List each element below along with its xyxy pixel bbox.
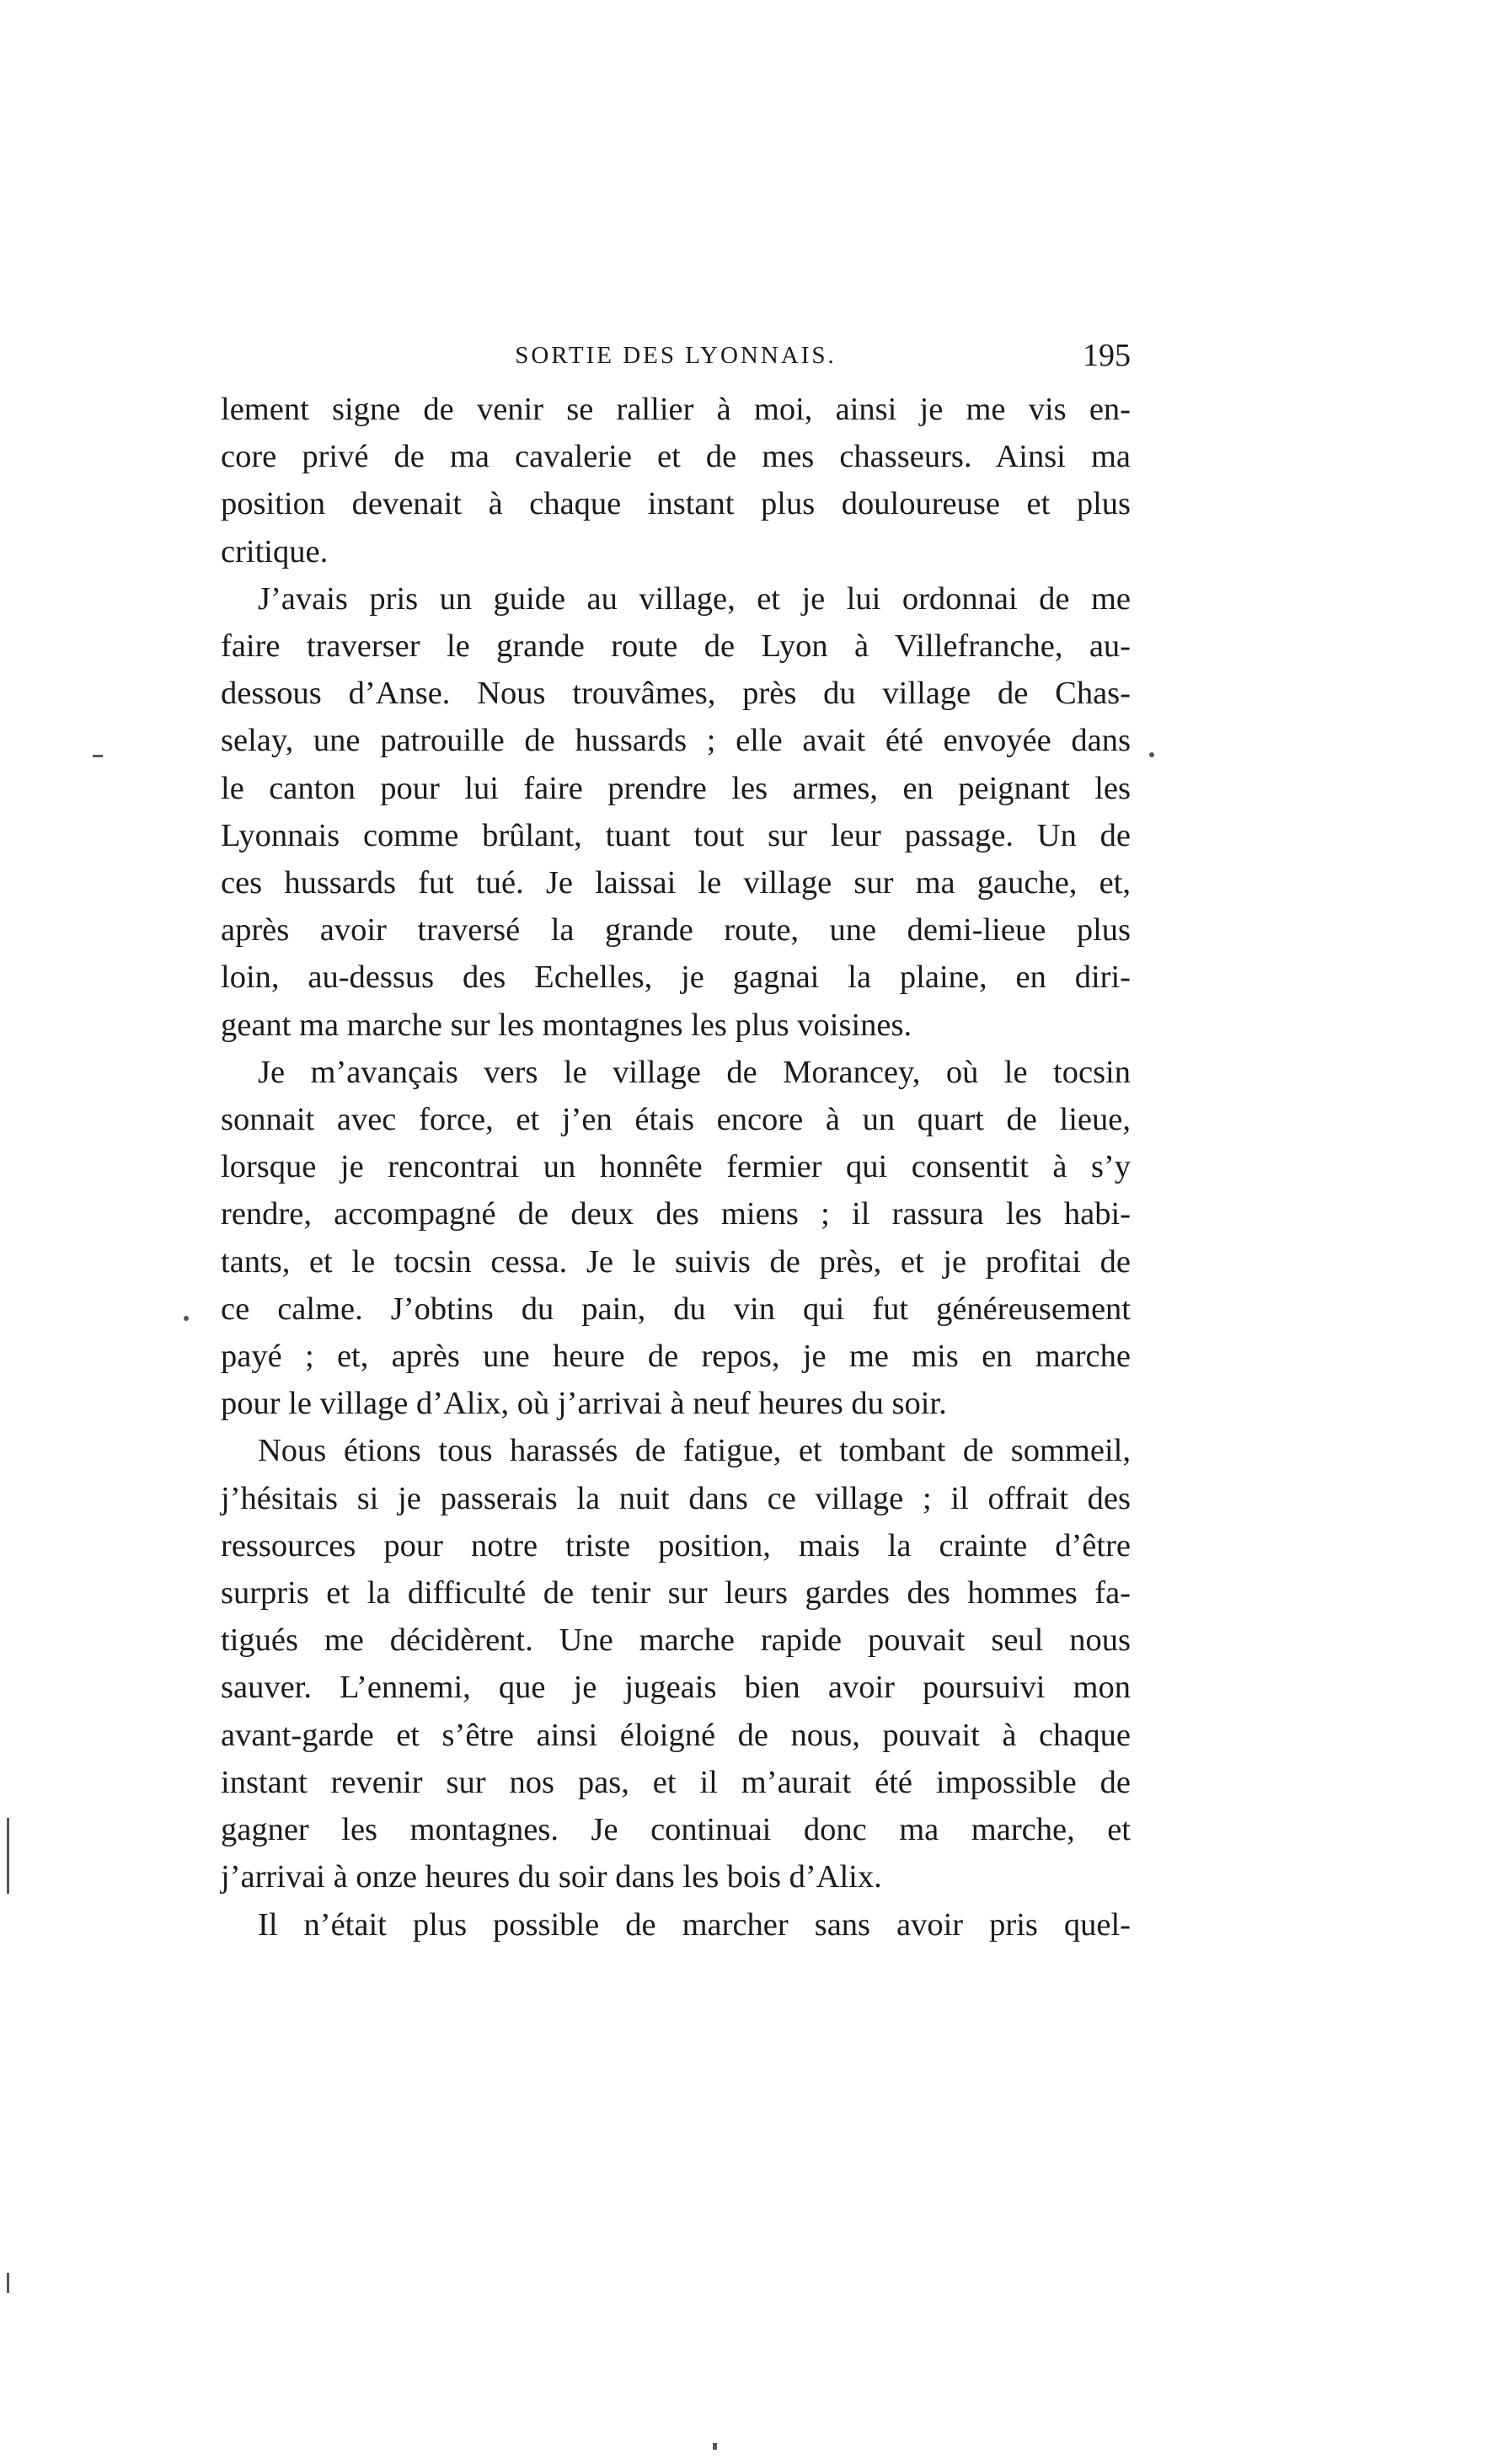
text-line: le canton pour lui faire prendre les armes, en peignant les xyxy=(221,770,1131,806)
text-line: selay, une patrouille de hussards ; elle avait été envoyée dans xyxy=(221,723,1131,759)
paragraph xyxy=(221,1901,1131,1948)
text-line: payé ; et, après une heure de repos, je me mis en marche xyxy=(221,1339,1131,1375)
text-line: tants, et le tocsin cessa. Je le suivis de près, et je profitai de xyxy=(221,1243,1131,1280)
text-line: surpris et la difficulté de tenir sur leurs gardes des hommes fa- xyxy=(221,1575,1131,1611)
text-line: lement signe de venir se rallier à moi, ainsi je me vis en- xyxy=(221,392,1131,427)
text-line: core privé de ma cavalerie et de mes chasseurs. Ainsi ma xyxy=(221,439,1131,475)
text-line: sonnait avec force, et j’en étais encore à un quart de lieue, xyxy=(221,1102,1131,1138)
paragraph xyxy=(221,575,1131,1049)
running-head xyxy=(221,337,1131,379)
text-line: Il n’était plus possible de marcher sans avoir pris quel- xyxy=(258,1906,1131,1943)
paragraph xyxy=(221,386,1131,575)
text-line: instant revenir sur nos pas, et il m’aurait été impossible de xyxy=(221,1764,1131,1800)
text-line: position devenait à chaque instant plus douloureuse et plus xyxy=(221,486,1131,522)
text-line: faire traverser le grande route de Lyon à Villefranche, au- xyxy=(221,628,1131,665)
text-line: loin, au-dessus des Echelles, je gagnai la plaine, en diri- xyxy=(221,959,1131,996)
text-line: tigués me décidèrent. Une marche rapide pouvait seul nous xyxy=(221,1622,1131,1659)
text-line: j’hésitais si je passerais la nuit dans ce village ; il offrait des xyxy=(221,1480,1131,1516)
text-line: geant ma marche sur les montagnes les plus voisines. xyxy=(221,1007,912,1043)
text-line: j’arrivai à onze heures du soir dans les bois d’Alix. xyxy=(221,1859,882,1895)
text-line: critique. xyxy=(221,533,329,569)
text-line: après avoir traversé la grande route, une demi-lieue plus xyxy=(221,912,1131,949)
text-line: ressources pour notre triste position, mais la crainte d’être xyxy=(221,1527,1131,1563)
page-content xyxy=(221,337,1131,1948)
text-line: Je m’avançais vers le village de Morancey, où le tocsin xyxy=(258,1054,1131,1090)
text-line: Nous étions tous harassés de fatigue, et tombant de sommeil, xyxy=(258,1433,1131,1469)
text-line: avant-garde et s’être ainsi éloigné de nous, pouvait à chaque xyxy=(221,1717,1131,1753)
scan-mark-left-3 xyxy=(7,1818,9,1894)
text-line: J’avais pris un guide au village, et je lui ordonnai de me xyxy=(258,580,1131,617)
body-text xyxy=(221,386,1131,1948)
scan-mark-bottom xyxy=(713,2443,717,2450)
scan-mark-right-1 xyxy=(1149,752,1154,757)
scan-mark-left-2 xyxy=(184,1316,189,1321)
text-line: ce calme. J’obtins du pain, du vin qui fut généreusement xyxy=(221,1291,1131,1327)
text-line: gagner les montagnes. Je continuai donc ma marche, et xyxy=(221,1812,1131,1848)
scan-mark-left-4 xyxy=(7,2273,9,2293)
scan-mark-left-1 xyxy=(93,755,103,757)
text-line: lorsque je rencontrai un honnête fermier qui consentit à s’y xyxy=(221,1149,1131,1185)
running-title: SORTIE DES LYONNAIS. xyxy=(515,342,837,369)
paragraph xyxy=(221,1427,1131,1900)
text-line: Lyonnais comme brûlant, tuant tout sur leur passage. Un de xyxy=(221,817,1131,853)
text-line: sauver. L’ennemi, que je jugeais bien avoir poursuivi mon xyxy=(221,1670,1131,1706)
paragraph xyxy=(221,1049,1131,1428)
text-line: ces hussards fut tué. Je laissai le village sur ma gauche, et, xyxy=(221,865,1131,901)
page-number: 195 xyxy=(1083,338,1131,373)
text-line: dessous d’Anse. Nous trouvâmes, près du village de Chas- xyxy=(221,676,1131,712)
text-line: rendre, accompagné de deux des miens ; il rassura les habi- xyxy=(221,1196,1131,1232)
text-line: pour le village d’Alix, où j’arrivai à neuf heures du soir. xyxy=(221,1386,947,1422)
